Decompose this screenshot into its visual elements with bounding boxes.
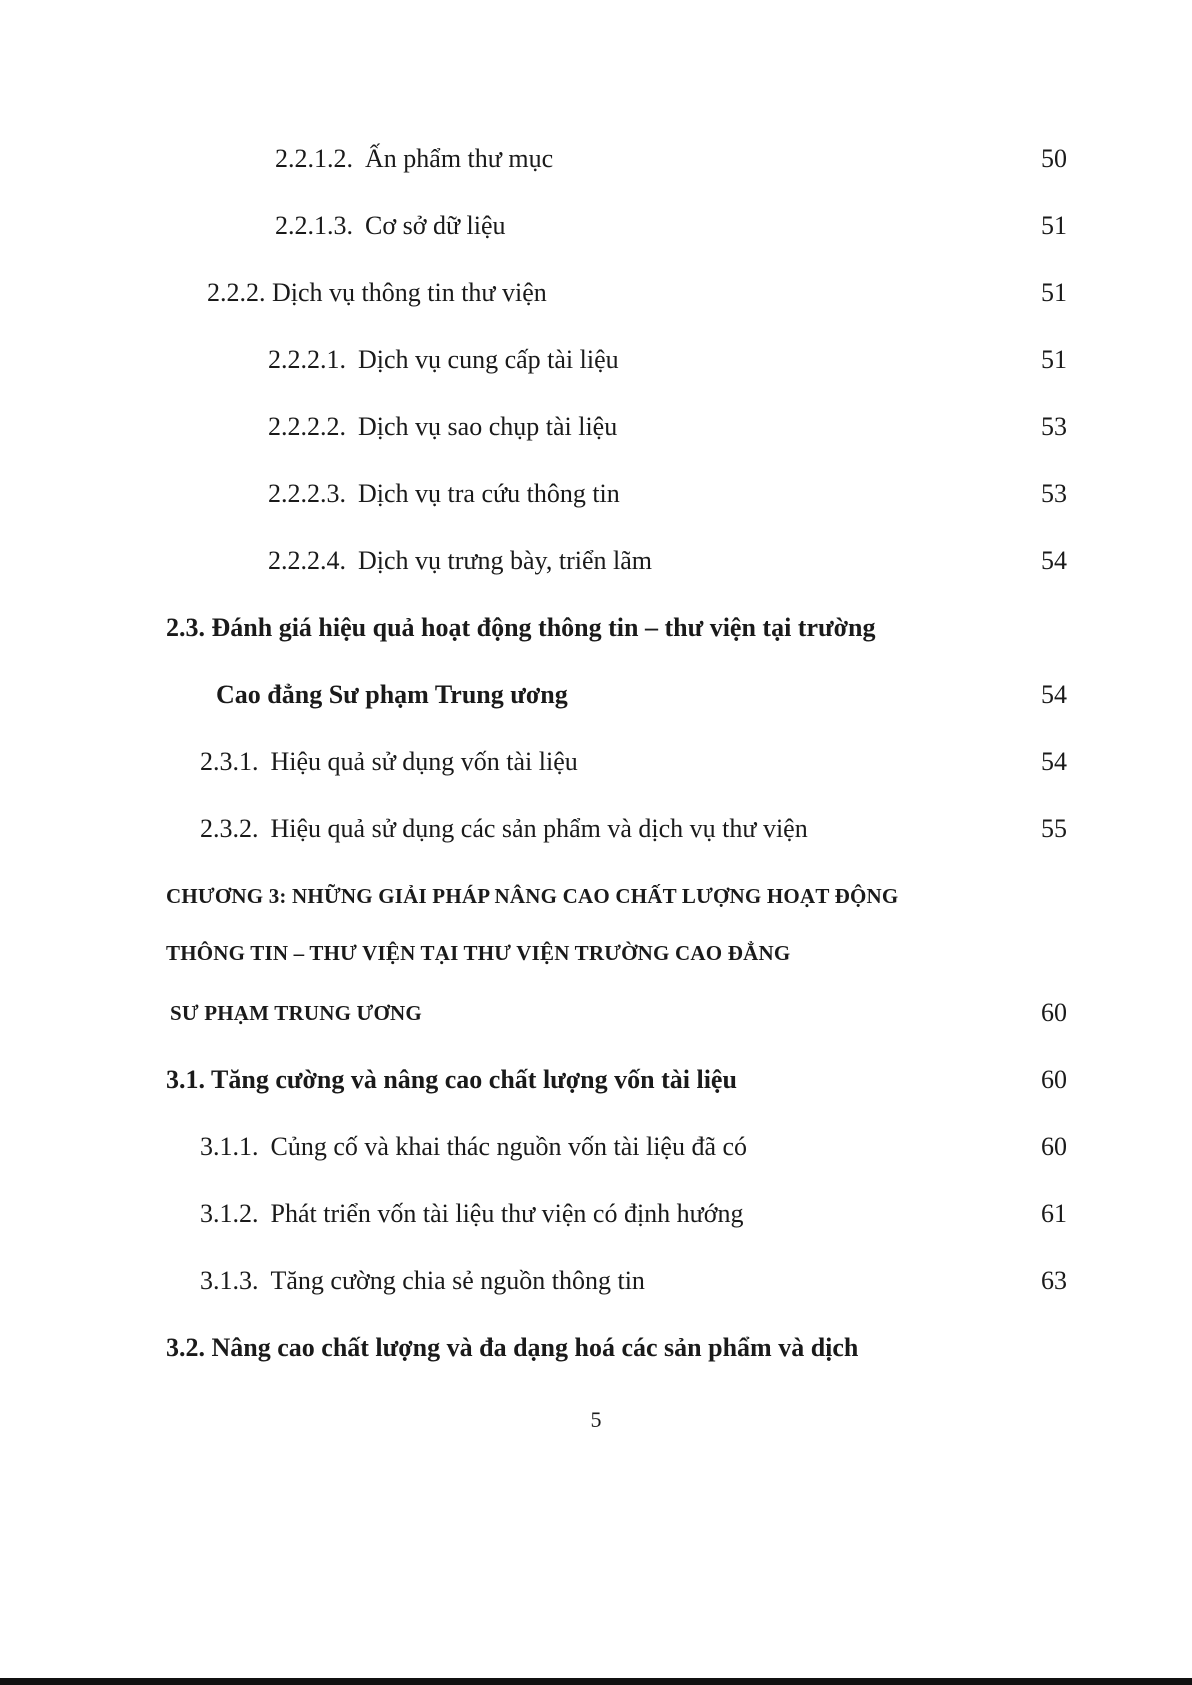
toc-entry-2-2-2-3	[268, 477, 620, 511]
toc-code: 2.2.2.2.	[268, 412, 346, 441]
toc-title: Ấn phẩm thư mục	[365, 144, 554, 173]
toc-page-number: 60	[1041, 1132, 1067, 1161]
toc-entry-2-3-2	[200, 812, 808, 846]
toc-title: Dịch vụ cung cấp tài liệu	[358, 345, 619, 374]
toc-code: 2.2.1.2.	[275, 144, 353, 173]
toc-title: Cơ sở dữ liệu	[365, 211, 506, 240]
toc-title: Phát triển vốn tài liệu thư viện có định hướng	[270, 1199, 744, 1228]
toc-code: 2.2.2.1.	[268, 345, 346, 374]
page-number: 5	[590, 1407, 602, 1432]
toc-page-number: 51	[1041, 345, 1067, 374]
toc-page-number: 55	[1041, 814, 1067, 843]
toc-entry-3-1-2	[200, 1197, 744, 1231]
toc-entry-2-2-2-4	[268, 544, 652, 578]
toc-page-number: 53	[1041, 479, 1067, 508]
toc-section-2-3-continued: Cao đẳng Sư phạm Trung ương	[216, 680, 568, 709]
toc-title: Dịch vụ tra cứu thông tin	[358, 479, 620, 508]
toc-code: 3.1.1.	[200, 1132, 259, 1161]
toc-title: Củng cố và khai thác nguồn vốn tài liệu đã có	[270, 1132, 748, 1161]
toc-page-number: 60	[1041, 1065, 1067, 1094]
toc-page-number: 61	[1041, 1199, 1067, 1228]
toc-code: 3.1.3.	[200, 1266, 259, 1295]
toc-section-3-1: 3.1. Tăng cường và nâng cao chất lượng vốn tài liệu	[166, 1065, 737, 1094]
toc-code: 3.1.2.	[200, 1199, 259, 1228]
toc-title: Hiệu quả sử dụng vốn tài liệu	[270, 747, 578, 776]
toc-page-number: 51	[1041, 211, 1067, 240]
toc-title: Tăng cường chia sẻ nguồn thông tin	[270, 1266, 645, 1295]
toc-entry-2-2-1-3	[275, 209, 506, 243]
toc-code: 2.3.2.	[200, 814, 259, 843]
toc-title: Hiệu quả sử dụng các sản phẩm và dịch vụ thư viện	[270, 814, 808, 843]
toc-entry-2-2-2-2	[268, 410, 617, 444]
toc-page-number: 53	[1041, 412, 1067, 441]
toc-page-number: 54	[1041, 747, 1067, 776]
bottom-border	[0, 1678, 1192, 1685]
toc-page-number: 54	[1041, 546, 1067, 575]
toc-chapter-3-heading-line3: SƯ PHẠM TRUNG ƯƠNG	[170, 1001, 422, 1025]
toc-code: 2.2.2.3.	[268, 479, 346, 508]
toc-page-number: 54	[1041, 680, 1067, 709]
toc-page-number: 63	[1041, 1266, 1067, 1295]
toc-page-number: 51	[1041, 278, 1067, 307]
toc-section-3-2: 3.2. Nâng cao chất lượng và đa dạng hoá các sản phẩm và dịch	[166, 1333, 859, 1362]
toc-entry-3-1-1	[200, 1130, 747, 1164]
toc-entry-2-3-1	[200, 745, 578, 779]
toc-code: 2.2.2.4.	[268, 546, 346, 575]
toc-title: Dịch vụ sao chụp tài liệu	[358, 412, 618, 441]
toc-code: 2.3.1.	[200, 747, 259, 776]
toc-chapter-3-heading: CHƯƠNG 3: NHỮNG GIẢI PHÁP NÂNG CAO CHẤT LƯỢNG HOẠT ĐỘNG	[166, 884, 899, 908]
toc-title: Dịch vụ trưng bày, triển lãm	[358, 546, 652, 575]
toc-chapter-3-heading-line2: THÔNG TIN – THƯ VIỆN TẠI THƯ VIỆN TRƯỜNG CAO ĐẲNG	[166, 941, 791, 965]
toc-entry-3-1-3	[200, 1264, 645, 1298]
toc-section-2-3: 2.3. Đánh giá hiệu quả hoạt động thông tin – thư viện tại trường	[166, 613, 876, 642]
toc-entry-2-2-1-2	[275, 142, 553, 176]
toc-entry-2-2-2: 2.2.2. Dịch vụ thông tin thư viện	[207, 278, 547, 307]
toc-entry-2-2-2-1	[268, 343, 619, 377]
toc-page-number: 50	[1041, 144, 1067, 173]
toc-code: 2.2.1.3.	[275, 211, 353, 240]
toc-page-number: 60	[1041, 998, 1067, 1027]
